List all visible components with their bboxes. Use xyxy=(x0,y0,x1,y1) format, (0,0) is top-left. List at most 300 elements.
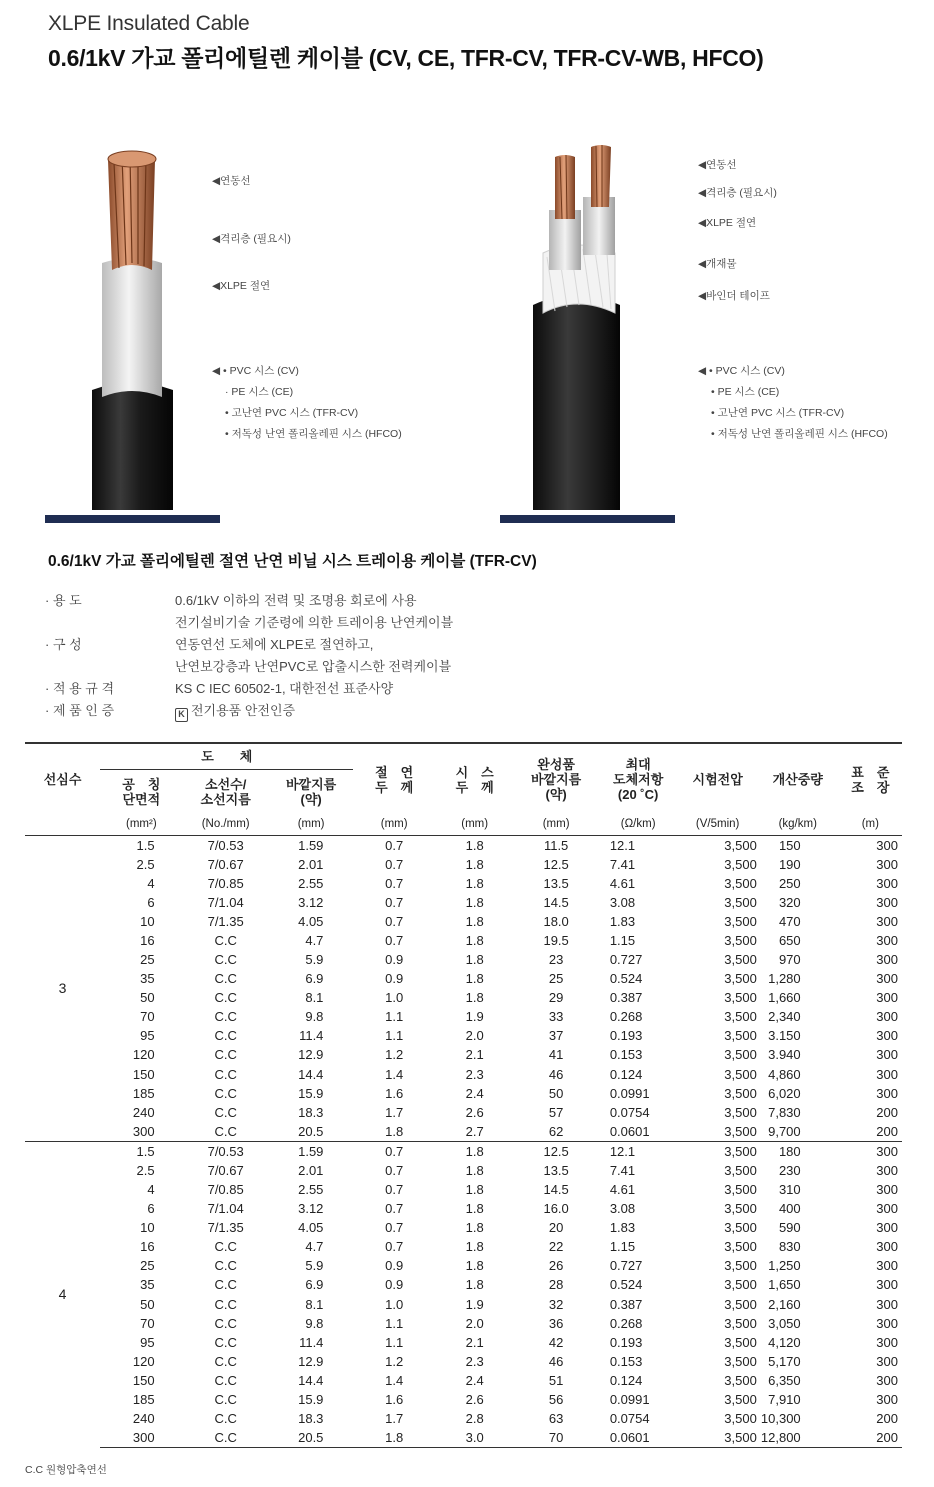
table-cell: 23 xyxy=(548,952,564,968)
table-cell: 0.7 xyxy=(385,1162,404,1178)
table-cell: 1.9 xyxy=(465,1296,484,1312)
table-cell: 7.41 xyxy=(609,856,636,872)
table-cell: 1.8 xyxy=(465,1277,484,1293)
table-cell: C.C xyxy=(214,932,237,948)
unit-cell: (Ω/km) xyxy=(598,815,679,835)
table-cell: 0.7 xyxy=(385,875,404,891)
cores-cell: 4 xyxy=(25,1141,100,1447)
table-cell: 7/0.53 xyxy=(183,1141,269,1161)
table-cell: 650 xyxy=(778,932,801,948)
table-cell: 1.8 xyxy=(465,1239,484,1255)
table-cell: 3.12 xyxy=(298,1201,324,1217)
table-cell: C.C xyxy=(214,1123,237,1139)
table-cell: 1.5 xyxy=(136,837,155,853)
header-weight: 개산중량 xyxy=(757,743,839,815)
cores-cell: 3 xyxy=(58,979,67,996)
info-value: 전기설비기술 기준령에 의한 트레이용 난연케이블 xyxy=(175,615,454,630)
table-cell: 35 xyxy=(140,1277,155,1293)
table-cell: 13.5 xyxy=(543,875,569,891)
table-cell: 0.7 xyxy=(385,894,404,910)
table-cell: 7/1.04 xyxy=(207,1201,244,1217)
table-cell: 12.1 xyxy=(609,837,636,853)
table-cell: 3,500 xyxy=(724,952,757,968)
table-cell: 2.0 xyxy=(465,1028,484,1044)
header-length: 표 준 조 장 xyxy=(839,743,902,815)
table-cell: 300 xyxy=(876,1028,898,1044)
table-cell: 2.8 xyxy=(465,1411,484,1427)
single-core-cable-illustration xyxy=(40,135,480,530)
table-cell: 1.1 xyxy=(385,1009,404,1025)
table-row xyxy=(25,835,902,855)
table-cell: 1.1 xyxy=(385,1315,404,1331)
table-cell: 1,650 xyxy=(768,1277,801,1293)
table-cell: 3.940 xyxy=(768,1047,801,1063)
table-cell: 0.9 xyxy=(385,1258,404,1274)
label-copper-conductor: ◀연동선 xyxy=(212,175,251,187)
table-cell: 230 xyxy=(778,1162,801,1178)
table-cell: 2.6 xyxy=(465,1104,484,1120)
table-cell: 2.1 xyxy=(465,1334,484,1350)
table-cell: 3,500 xyxy=(724,1353,757,1369)
table-cell: 95 xyxy=(140,1334,155,1350)
table-cell: 300 xyxy=(876,1201,898,1217)
table-cell: 300 xyxy=(876,875,898,891)
table-cell: 3.0 xyxy=(435,1428,515,1448)
table-cell: 0.9 xyxy=(385,952,404,968)
table-row xyxy=(25,1275,902,1294)
table-cell: 1.8 xyxy=(465,932,484,948)
table-cell: 200 xyxy=(876,1123,898,1139)
table-cell: C.C xyxy=(214,1104,237,1120)
table-cell: C.C xyxy=(214,1277,237,1293)
table-cell: 3,500 xyxy=(724,875,757,891)
table-cell: 1.8 xyxy=(465,971,484,987)
table-cell: 32 xyxy=(548,1296,564,1312)
table-cell: 970 xyxy=(778,952,801,968)
table-cell: 25 xyxy=(548,971,564,987)
label-hfco-sheath: • 저독성 난연 폴리올레핀 시스 (HFCO) xyxy=(711,428,888,440)
table-cell: 1.1 xyxy=(385,1334,404,1350)
table-cell: 300 xyxy=(876,1047,898,1063)
table-cell: C.C xyxy=(214,952,237,968)
table-cell: C.C xyxy=(214,971,237,987)
table-cell: 0.7 xyxy=(385,932,404,948)
table-cell: 19.5 xyxy=(543,932,569,948)
table-cell: 3,500 xyxy=(678,1141,756,1161)
table-row xyxy=(25,1294,902,1313)
table-cell: 6 xyxy=(147,1201,155,1217)
single-core-cable-drawing xyxy=(40,135,480,530)
table-cell: 0.0601 xyxy=(609,1123,650,1139)
unit-cell: (kg/km) xyxy=(757,815,839,835)
label-tfr-pvc-sheath: • 고난연 PVC 시스 (TFR-CV) xyxy=(225,407,359,419)
table-cell: 0.0754 xyxy=(609,1411,650,1427)
table-cell: 1.6 xyxy=(385,1085,404,1101)
table-cell: 6.9 xyxy=(305,971,324,987)
table-cell: C.C xyxy=(214,1239,237,1255)
table-cell: 70 xyxy=(140,1009,155,1025)
table-cell: 25 xyxy=(140,952,155,968)
units-row xyxy=(25,815,902,835)
unit-cell: (m) xyxy=(839,815,902,835)
table-cell: C.C xyxy=(214,1353,237,1369)
table-cell: 20 xyxy=(548,1220,564,1236)
table-cell: 15.9 xyxy=(298,1391,324,1407)
info-key: · 용 도 xyxy=(45,593,82,608)
info-value: KS C IEC 60502-1, 대한전선 표준사양 xyxy=(175,681,394,696)
table-cell: 2.0 xyxy=(465,1315,484,1331)
label-pvc-sheath: ◀ • PVC 시스 (CV) xyxy=(698,365,785,377)
table-cell: 62 xyxy=(548,1123,564,1139)
table-cell: 200 xyxy=(876,1104,898,1120)
table-cell: 51 xyxy=(548,1372,564,1388)
table-row xyxy=(25,1180,902,1199)
table-cell: 2.1 xyxy=(465,1047,484,1063)
table-row xyxy=(25,1428,902,1448)
table-cell: 9.8 xyxy=(305,1009,324,1025)
table-cell: 12.9 xyxy=(298,1353,324,1369)
table-cell: 0.7 xyxy=(353,1141,434,1161)
unit-cell: (mm) xyxy=(514,815,597,835)
multi-core-cable-illustration xyxy=(495,135,934,530)
table-cell: 0.193 xyxy=(609,1334,643,1350)
table-cell: 7/1.35 xyxy=(207,913,244,929)
table-cell: 5.9 xyxy=(305,952,324,968)
table-cell: 9.8 xyxy=(305,1315,324,1331)
table-row xyxy=(25,855,902,874)
table-row xyxy=(25,1122,902,1142)
info-value: 0.6/1kV 이하의 전력 및 조명용 회로에 사용 xyxy=(175,593,417,608)
table-cell: 42 xyxy=(548,1334,564,1350)
table-cell: 3,500 xyxy=(724,1162,757,1178)
table-row xyxy=(25,1161,902,1180)
table-cell: 1.8 xyxy=(465,1201,484,1217)
table-cell: 29 xyxy=(548,990,564,1006)
table-cell: 0.7 xyxy=(385,913,404,929)
table-cell: 300 xyxy=(876,1220,898,1236)
table-cell: 2.4 xyxy=(465,1372,484,1388)
table-cell: C.C xyxy=(214,1296,237,1312)
table-cell: 2.6 xyxy=(465,1391,484,1407)
table-cell: 1.8 xyxy=(465,837,484,853)
table-cell: 3,500 xyxy=(724,1372,757,1388)
table-row xyxy=(25,1026,902,1045)
table-cell: 190 xyxy=(778,856,801,872)
table-cell: 4.61 xyxy=(609,875,636,891)
table-cell: 0.727 xyxy=(609,952,643,968)
table-cell: 1.5 xyxy=(100,1141,182,1161)
table-cell: 830 xyxy=(778,1239,801,1255)
table-cell: 6 xyxy=(147,894,155,910)
table-cell: 1.83 xyxy=(609,913,636,929)
table-cell: 2,340 xyxy=(768,1009,801,1025)
table-cell: 1.8 xyxy=(465,875,484,891)
table-cell: 2.3 xyxy=(465,1066,484,1082)
table-cell: 1.7 xyxy=(385,1411,404,1427)
table-cell: 300 xyxy=(100,1428,182,1448)
table-cell: 1.8 xyxy=(465,1220,484,1236)
table-cell: 7/1.04 xyxy=(207,894,244,910)
table-row xyxy=(25,1314,902,1333)
table-cell: 50 xyxy=(140,1296,155,1312)
unit-cell xyxy=(25,815,100,835)
table-cell: 300 xyxy=(876,1239,898,1255)
table-cell: 14.5 xyxy=(543,894,569,910)
table-cell: 3,500 xyxy=(724,1315,757,1331)
table-cell: 0.7 xyxy=(385,1181,404,1197)
table-cell: 0.387 xyxy=(609,990,643,1006)
table-cell: 7,830 xyxy=(768,1104,801,1120)
table-cell: 0.7 xyxy=(385,1201,404,1217)
table-cell: 4.05 xyxy=(298,1220,324,1236)
table-row xyxy=(25,1352,902,1371)
table-cell: 14.5 xyxy=(543,1181,569,1197)
label-pe-sheath: • PE 시스 (CE) xyxy=(711,386,780,398)
table-cell: 3,500 xyxy=(724,1258,757,1274)
table-row xyxy=(25,1007,902,1026)
table-cell: 0.524 xyxy=(609,971,643,987)
table-cell: 0.727 xyxy=(609,1258,643,1274)
table-cell: 2.01 xyxy=(298,856,324,872)
label-hfco-sheath: • 저독성 난연 폴리올레핀 시스 (HFCO) xyxy=(225,428,402,440)
table-row xyxy=(25,1333,902,1352)
table-cell: 10 xyxy=(140,1220,155,1236)
table-cell: 1.9 xyxy=(465,1009,484,1025)
table-cell: 4 xyxy=(147,1181,155,1197)
header-conductor-diameter: 바깥지름 (약) xyxy=(285,777,337,808)
table-cell: 3,500 xyxy=(724,1181,757,1197)
table-cell: 2.55 xyxy=(298,1181,324,1197)
table-row xyxy=(25,1103,902,1122)
table-cell: 2.5 xyxy=(136,1162,155,1178)
table-cell: C.C xyxy=(214,1315,237,1331)
table-cell: 12.5 xyxy=(543,856,569,872)
table-cell: 0.0754 xyxy=(609,1104,650,1120)
label-copper-conductor: ◀연동선 xyxy=(698,159,737,171)
table-cell: 3,500 xyxy=(724,1123,757,1139)
table-cell: 0.153 xyxy=(609,1047,643,1063)
table-cell: 1.8 xyxy=(385,1123,404,1139)
table-cell: 95 xyxy=(140,1028,155,1044)
table-cell: 3,500 xyxy=(724,932,757,948)
table-cell: 22 xyxy=(548,1239,564,1255)
label-pe-sheath: · PE 시스 (CE) xyxy=(225,386,294,398)
table-cell: C.C xyxy=(183,1428,269,1448)
table-cell: 0.7 xyxy=(385,837,404,853)
table-cell: 1.6 xyxy=(385,1391,404,1407)
table-cell: C.C xyxy=(214,1085,237,1101)
table-cell: 0.7 xyxy=(385,1220,404,1236)
label-binder-tape: ◀바인더 테이프 xyxy=(698,290,770,302)
table-cell: 300 xyxy=(876,952,898,968)
table-cell: C.C xyxy=(214,1258,237,1274)
table-row xyxy=(25,1237,902,1256)
table-cell: 185 xyxy=(132,1391,155,1407)
table-row xyxy=(25,1084,902,1103)
label-pvc-sheath: ◀ • PVC 시스 (CV) xyxy=(212,365,299,377)
table-cell: 1.2 xyxy=(385,1353,404,1369)
table-cell: 41 xyxy=(548,1047,564,1063)
table-cell: 2.7 xyxy=(465,1123,484,1139)
unit-cell: (V/5min) xyxy=(678,815,756,835)
table-cell: 18.3 xyxy=(298,1104,324,1120)
table-cell: 0.9 xyxy=(385,971,404,987)
table-cell: 6,350 xyxy=(768,1372,801,1388)
table-cell: 5,170 xyxy=(768,1353,801,1369)
table-cell: 16.0 xyxy=(543,1201,569,1217)
table-cell: C.C xyxy=(214,1009,237,1025)
table-row xyxy=(25,1256,902,1275)
table-cell: 2.55 xyxy=(298,875,324,891)
unit-cell: (mm²) xyxy=(100,815,182,835)
table-cell: 300 xyxy=(876,837,898,853)
table-cell: C.C xyxy=(214,1028,237,1044)
table-cell: 0.124 xyxy=(609,1372,643,1388)
table-cell: 57 xyxy=(548,1104,564,1120)
table-cell: 26 xyxy=(548,1258,564,1274)
table-row xyxy=(25,1218,902,1237)
table-cell: 12.5 xyxy=(514,1141,597,1161)
table-cell: 6.9 xyxy=(305,1277,324,1293)
table-cell: 120 xyxy=(132,1353,155,1369)
table-cell: 1.8 xyxy=(435,1141,515,1161)
info-value: 난연보강층과 난연PVC로 압출시스한 전력케이블 xyxy=(175,659,452,674)
table-cell: 4.7 xyxy=(305,932,324,948)
table-cell: 2.4 xyxy=(465,1085,484,1101)
table-cell: 300 xyxy=(876,1277,898,1293)
table-cell: 63 xyxy=(548,1411,564,1427)
table-cell: 250 xyxy=(778,875,801,891)
table-cell: C.C xyxy=(214,1334,237,1350)
table-cell: 1.8 xyxy=(465,913,484,929)
table-cell: 1.0 xyxy=(385,1296,404,1312)
table-cell: 300 xyxy=(876,1258,898,1274)
table-cell: 0.0991 xyxy=(609,1391,650,1407)
spec-table xyxy=(25,742,902,1448)
table-cell: 14.4 xyxy=(298,1066,324,1082)
table-cell: 3,500 xyxy=(724,1277,757,1293)
table-row xyxy=(25,1371,902,1390)
table-row xyxy=(25,988,902,1007)
table-cell: 46 xyxy=(548,1066,564,1082)
table-cell: 2.5 xyxy=(136,856,155,872)
table-cell: C.C xyxy=(214,1391,237,1407)
table-cell: 3,500 xyxy=(724,1085,757,1101)
table-cell: 300 xyxy=(876,1162,898,1178)
table-cell: 3,500 xyxy=(724,1047,757,1063)
table-cell: 70 xyxy=(140,1315,155,1331)
table-cell: 56 xyxy=(548,1391,564,1407)
table-cell: 320 xyxy=(778,894,801,910)
table-cell: 300 xyxy=(876,894,898,910)
table-cell: 36 xyxy=(548,1315,564,1331)
table-cell: 1.8 xyxy=(353,1428,434,1448)
label-filler: ◀개재물 xyxy=(698,258,737,270)
table-cell: 18.0 xyxy=(543,913,569,929)
table-cell: 3,500 xyxy=(724,1220,757,1236)
table-cell: C.C xyxy=(214,1411,237,1427)
table-cell: 3,500 xyxy=(724,971,757,987)
table-cell: C.C xyxy=(214,1066,237,1082)
kc-certification-icon: K xyxy=(175,708,188,722)
table-cell: 3,500 xyxy=(724,1334,757,1350)
table-row xyxy=(25,1199,902,1218)
table-cell: 14.4 xyxy=(298,1372,324,1388)
table-row xyxy=(25,1141,902,1161)
table-cell: 3,500 xyxy=(724,1296,757,1312)
table-cell: 8.1 xyxy=(305,990,324,1006)
table-cell: 1.15 xyxy=(609,932,636,948)
table-cell: 400 xyxy=(778,1201,801,1217)
table-cell: 13.5 xyxy=(543,1162,569,1178)
table-cell: 300 xyxy=(876,1353,898,1369)
table-cell: 0.268 xyxy=(609,1009,643,1025)
header-insulation: 절 연 두 께 xyxy=(353,743,434,815)
table-row xyxy=(25,1065,902,1084)
table-cell: 300 xyxy=(876,1066,898,1082)
table-cell: 1.8 xyxy=(465,990,484,1006)
table-cell: 4.7 xyxy=(305,1239,324,1255)
unit-cell: (No./mm) xyxy=(183,815,269,835)
table-cell: 300 xyxy=(132,1123,155,1139)
table-cell: 7/0.53 xyxy=(207,837,244,853)
table-cell: 1.83 xyxy=(609,1220,636,1236)
table-cell: 0.7 xyxy=(385,1239,404,1255)
header-area: 공 칭 단면적 xyxy=(122,777,161,808)
table-cell: 300 xyxy=(876,1181,898,1197)
table-cell: 3,500 xyxy=(724,990,757,1006)
header-sheath: 시 스 두 께 xyxy=(435,743,515,815)
table-cell: 10,300 xyxy=(760,1411,801,1427)
table-cell: 11.5 xyxy=(543,837,569,853)
table-cell: 11.4 xyxy=(299,1334,324,1350)
table-cell: 50 xyxy=(548,1085,564,1101)
table-cell: 7/0.85 xyxy=(207,1181,244,1197)
table-cell: 6,020 xyxy=(768,1085,801,1101)
table-cell: 300 xyxy=(876,1009,898,1025)
table-cell: 300 xyxy=(876,1296,898,1312)
table-cell: 3,500 xyxy=(724,1239,757,1255)
unit-cell: (mm) xyxy=(269,815,354,835)
table-cell: 1,280 xyxy=(768,971,801,987)
table-cell: 200 xyxy=(876,1411,898,1427)
table-row xyxy=(25,893,902,912)
table-cell: 3,050 xyxy=(768,1315,801,1331)
table-cell: 300 xyxy=(876,1334,898,1350)
table-row xyxy=(25,950,902,969)
table-cell: 120 xyxy=(132,1047,155,1063)
table-cell: 3.08 xyxy=(609,894,636,910)
table-cell: 3,500 xyxy=(724,913,757,929)
table-cell: 0.0991 xyxy=(609,1085,650,1101)
table-row xyxy=(25,969,902,988)
table-cell: 3,500 xyxy=(724,1391,757,1407)
table-cell: 3.150 xyxy=(768,1028,801,1044)
table-cell: 50 xyxy=(140,990,155,1006)
table-cell: 3.08 xyxy=(609,1201,636,1217)
table-cell: 180 xyxy=(757,1141,839,1161)
info-key: · 구 성 xyxy=(45,637,82,652)
table-cell: 3.12 xyxy=(298,894,324,910)
table-cell: 35 xyxy=(140,971,155,987)
spec-table-body xyxy=(25,835,902,1448)
product-subtitle: 0.6/1kV 가교 폴리에틸렌 절연 난연 비닐 시스 트레이용 케이블 (TFR-CV) xyxy=(48,553,537,570)
label-xlpe-insulation: ◀XLPE 절연 xyxy=(212,280,271,292)
table-cell: 7/0.67 xyxy=(207,856,244,872)
info-key: · 제 품 인 증 xyxy=(45,703,115,718)
label-separator: ◀격리층 (필요시) xyxy=(212,233,291,245)
table-cell: 1.8 xyxy=(465,952,484,968)
